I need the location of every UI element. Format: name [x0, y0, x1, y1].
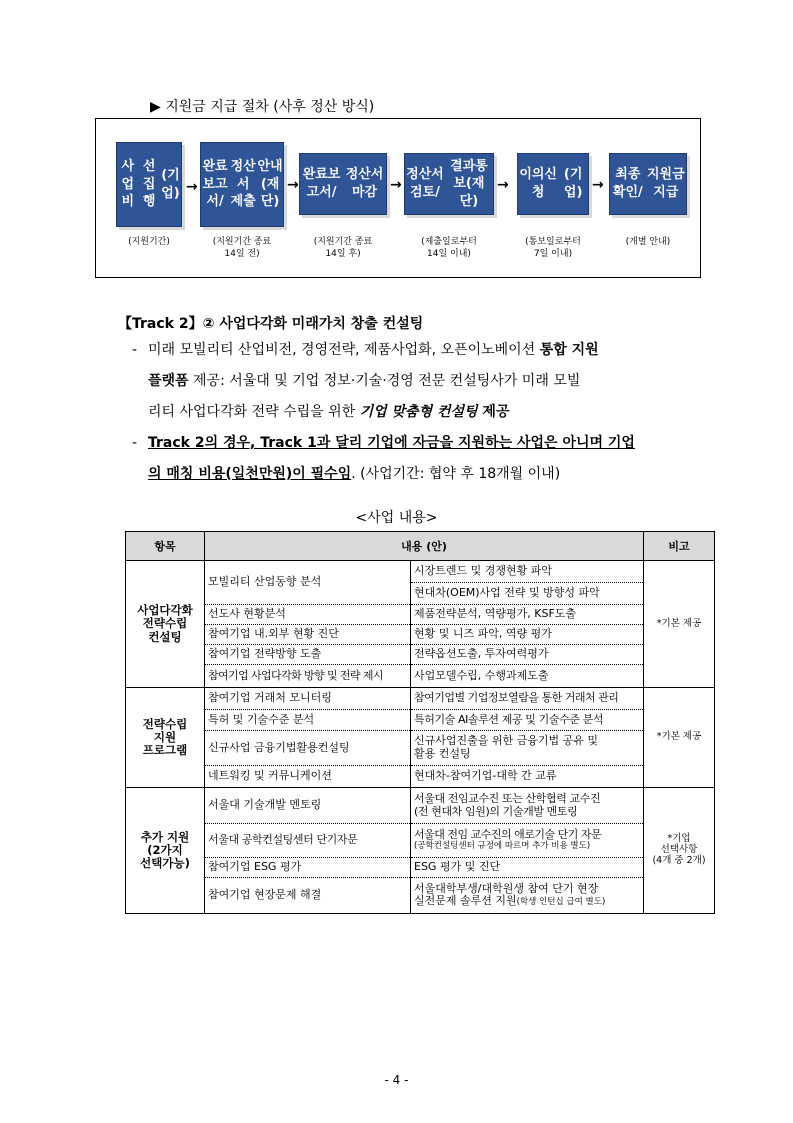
page-number: - 4 - — [384, 1073, 409, 1087]
detail-item: 제품전략분석, 역량평가, KSF도출 — [411, 605, 644, 625]
content-item: 참여기업 거래처 모니터링 — [205, 688, 411, 710]
detail-item: 전략옵션도출, 투자여력평가 — [411, 645, 644, 665]
process-step-caption: (제출일로부터 14일 이내) — [421, 237, 477, 260]
note-cell: *기본 제공 — [644, 561, 715, 688]
arrow-right-icon: → — [592, 177, 604, 193]
table-caption: <사업 내용> — [355, 510, 438, 526]
detail-item: 현대차-참여기업-대학 간 교류 — [411, 766, 644, 788]
detail-item: 시장트렌드 및 경쟁현황 파악 — [411, 561, 644, 583]
detail-item: 참여기업별 기업정보열람을 통한 거래처 관리 — [411, 688, 644, 710]
bullet-1-line-2: 플랫폼 제공: 서울대 및 기업 정보·기술·경영 전문 컨설팅사가 미래 모빌 — [148, 373, 581, 389]
detail-item: 서울대 전임 교수진의 애로기술 단기 자문 (공학컨설팅센터 규정에 따르며 추가 비용 별도) — [411, 824, 644, 858]
arrow-right-icon: → — [287, 177, 299, 193]
process-step: 완료보고서/ 정산서 마감 — [299, 153, 387, 215]
arrow-right-icon: → — [390, 177, 402, 193]
process-step-caption: (개별 안내) — [625, 237, 671, 247]
content-item: 참여기업 내.외부 현황 진단 — [205, 625, 411, 645]
content-item: 참여기업 ESG 평가 — [205, 858, 411, 878]
header-category: 항목 — [126, 532, 205, 561]
content-item: 서울대 기술개발 멘토링 — [205, 788, 411, 824]
track2-heading: 【Track 2】② 사업다각화 미래가치 창출 컨설팅 — [118, 316, 424, 332]
procedure-flow — [95, 118, 701, 278]
process-step: 이의신청 (기업) — [517, 153, 589, 215]
process-step-caption: (지원기간 종료 14일 전) — [212, 237, 272, 260]
content-item: 참여기업 현장문제 해결 — [205, 878, 411, 914]
table-header-row — [126, 532, 715, 561]
detail-item: 사업모델수립, 수행과제도출 — [411, 665, 644, 688]
bullet-1-line-3: 리티 사업다각화 전략 수립을 위한 기업 맞춤형 컨설팅 제공 — [148, 404, 510, 420]
process-step-caption: (지원기간) — [128, 237, 170, 247]
bullet-1-line-1: 미래 모빌리티 산업비전, 경영전략, 제품사업화, 오픈이노베이션 통합 지원 — [148, 342, 599, 358]
content-item: 서울대 공학컨설팅센터 단기자문 — [205, 824, 411, 858]
note-cell: *기본 제공 — [644, 688, 715, 788]
process-step: 완료보고서/ 정산서 제출 안내(재단) — [200, 142, 284, 227]
detail-item: 서울대 전임교수진 또는 산학협력 교수진 (전 현대차 임원)의 기술개발 멘토링 — [411, 788, 644, 824]
bullet-2-line-2: 의 매칭 비용(일천만원)이 필수임. (사업기간: 협약 후 18개월 이내) — [148, 466, 561, 482]
detail-item: 신규사업진출을 위한 금융기법 공유 및 활용 컨설팅 — [411, 731, 644, 766]
header-note: 비고 — [644, 532, 715, 561]
category-cell: 사업다각화 전략수립 컨설팅 — [126, 561, 205, 688]
arrow-right-icon: → — [497, 177, 509, 193]
header-content: 내용 (안) — [205, 532, 644, 561]
process-step-caption: (지원기간 종료 14일 후) — [313, 237, 373, 260]
detail-item: ESG 평가 및 진단 — [411, 858, 644, 878]
detail-item: 현황 및 니즈 파악, 역량 평가 — [411, 625, 644, 645]
content-item: 참여기업 사업다각화 방향 및 전략 제시 — [205, 665, 411, 688]
process-step: 정산서 검토/ 결과통보(재단) — [404, 153, 494, 215]
bullet-2-line-1: Track 2의 경우, Track 1과 달리 기업에 자금을 지원하는 사업은 아니며 기업 — [148, 435, 635, 451]
process-step: 최종 확인/ 지원금 지급 — [609, 153, 687, 215]
content-item: 선도사 현황분석 — [205, 605, 411, 625]
process-step: 사업비 선집행 (기업) — [116, 142, 182, 227]
content-item: 신규사업 금융기법활용컨설팅 — [205, 731, 411, 766]
bullet-dash: - — [132, 435, 138, 451]
business-content-table — [125, 531, 715, 914]
arrow-right-icon: → — [186, 179, 198, 195]
process-step-caption: (통보일로부터 7일 이내) — [525, 237, 581, 260]
bullet-dash: - — [132, 342, 138, 358]
detail-item: 서울대학부생/대학원생 참여 단기 현장 실전문제 솔루션 지원(학생 인턴십 급여 별도) — [411, 878, 644, 914]
detail-item: 현대차(OEM)사업 전략 및 방향성 파악 — [411, 583, 644, 605]
category-cell: 추가 지원 (2가지 선택가능) — [126, 788, 205, 914]
content-item: 네트워킹 및 커뮤니케이션 — [205, 766, 411, 788]
content-item: 특허 및 기술수준 분석 — [205, 710, 411, 731]
procedure-title: ▶ 지원금 지급 절차 (사후 정산 방식) — [150, 99, 375, 115]
content-item: 참여기업 전략방향 도출 — [205, 645, 411, 665]
category-cell: 전략수립 지원 프로그램 — [126, 688, 205, 788]
detail-item: 특허기술 AI솔루션 제공 및 기술수준 분석 — [411, 710, 644, 731]
content-item: 모빌리티 산업동향 분석 — [205, 561, 411, 605]
note-cell: *기업 선택사항 (4개 중 2개) — [644, 788, 715, 914]
